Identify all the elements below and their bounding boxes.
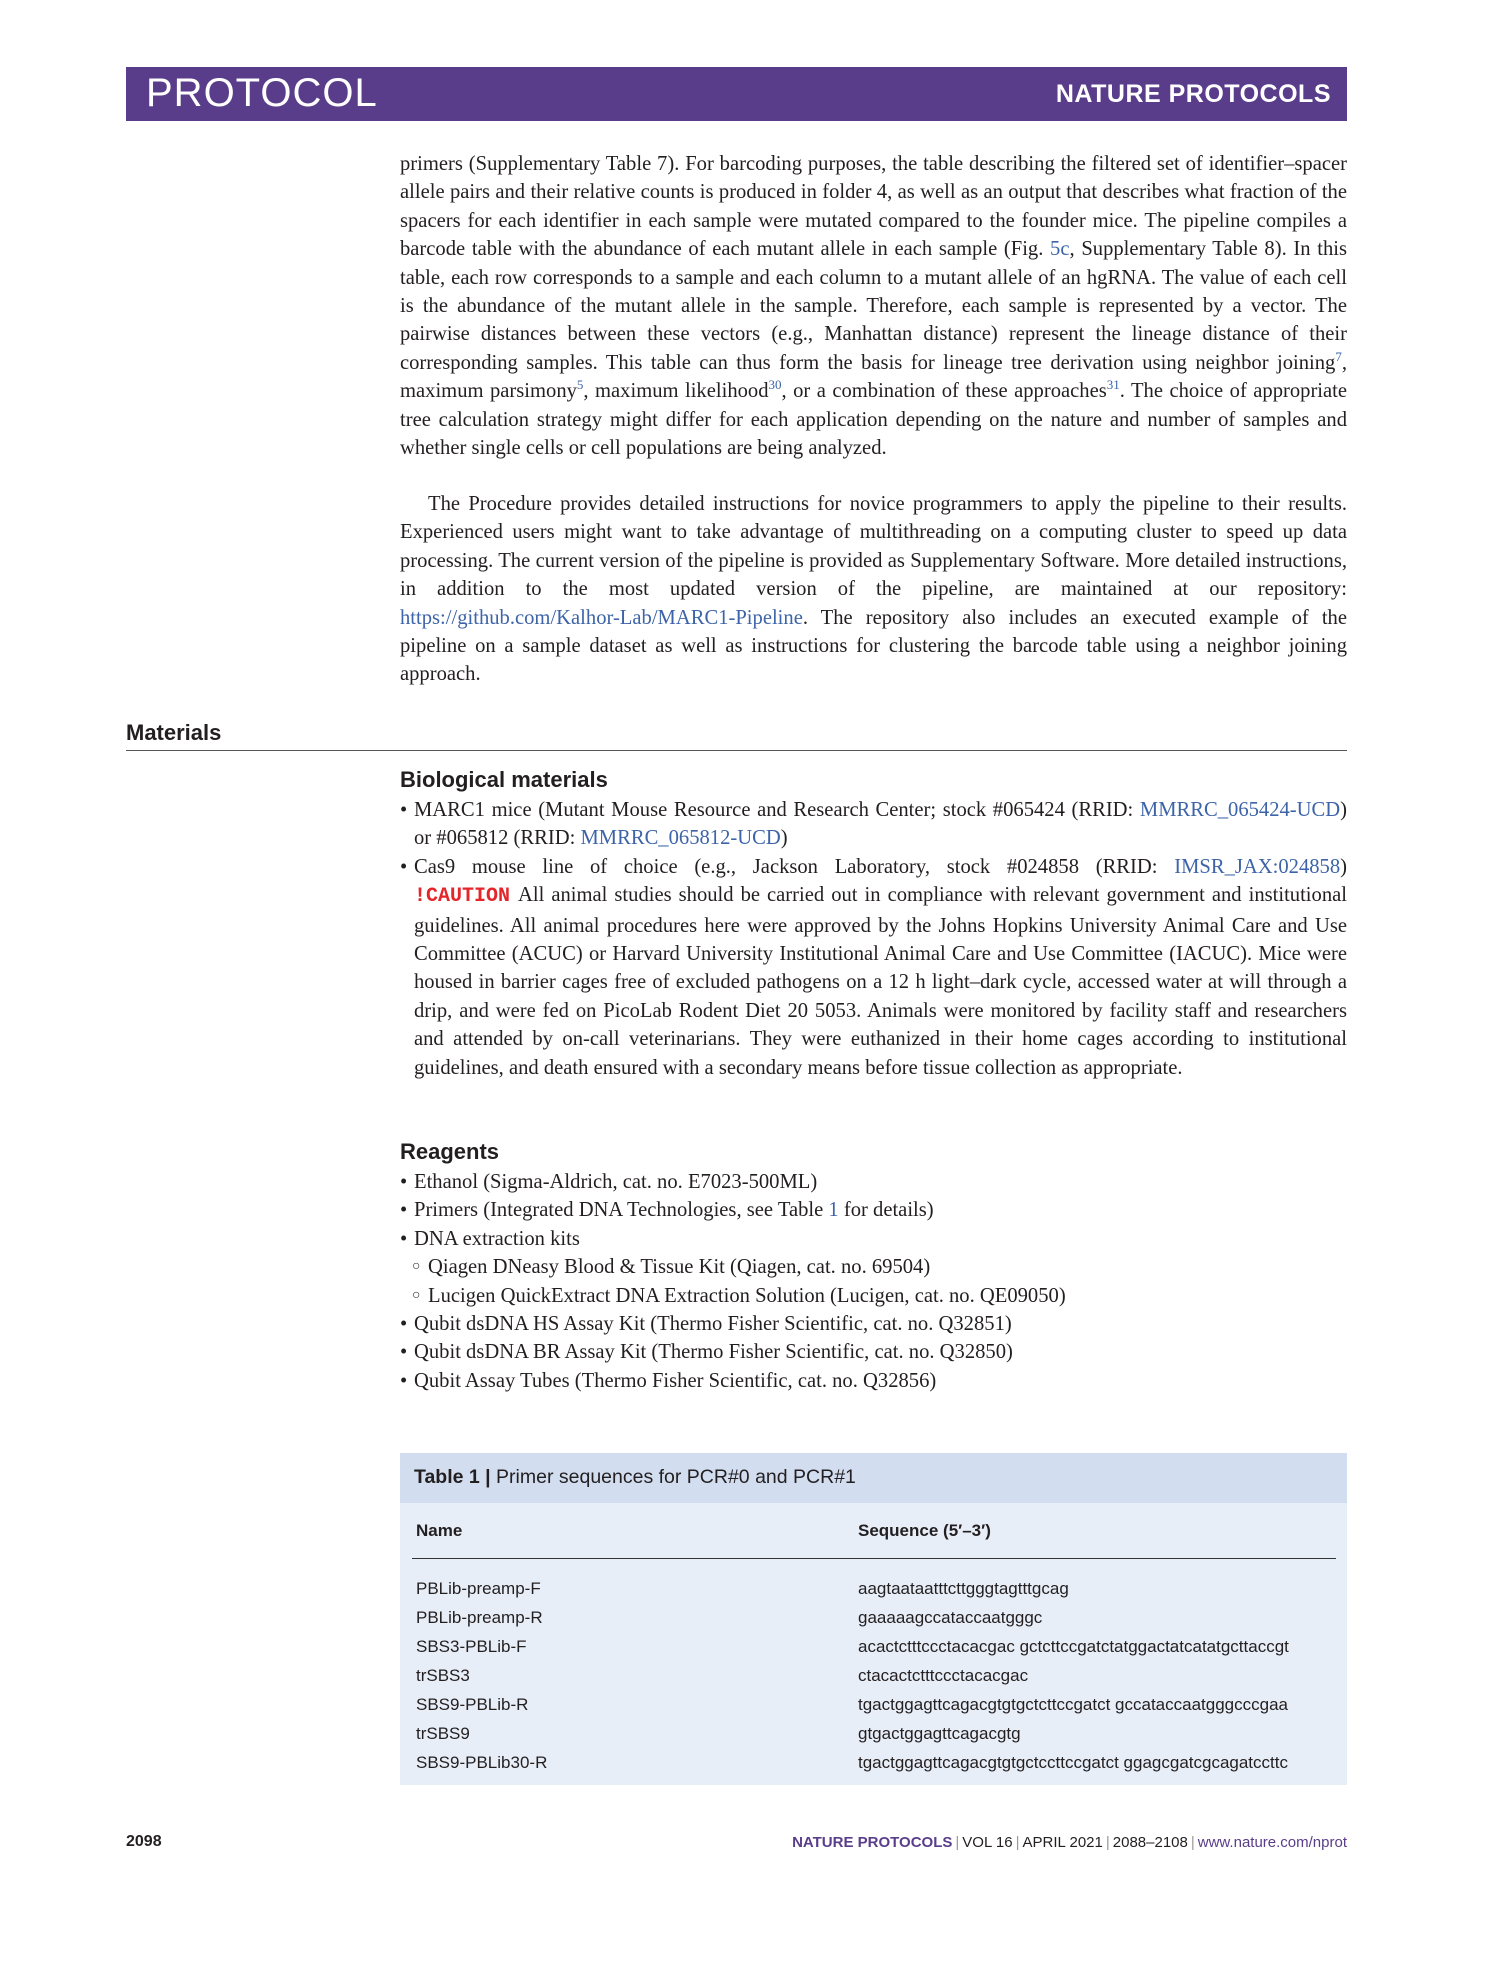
- primer-name: PBLib-preamp-R: [416, 1608, 543, 1627]
- rrid-link[interactable]: MMRRC_065812-UCD: [580, 827, 781, 850]
- list-subitem: ○ Qiagen DNeasy Blood & Tissue Kit (Qiagen, cat. no. 69504): [412, 1256, 931, 1279]
- reference-link[interactable]: 5: [576, 377, 584, 393]
- rrid-link[interactable]: MMRRC_065424-UCD: [1139, 799, 1341, 821]
- table-row: [400, 1605, 1347, 1634]
- table-row: [400, 1750, 1347, 1779]
- list-item: • Ethanol (Sigma-Aldrich, cat. no. E7023-500ML): [400, 1171, 818, 1193]
- list-item: • Primers (Integrated DNA Technologies, see Table 1 for details): [400, 1199, 934, 1222]
- table-divider: [412, 1558, 1336, 1559]
- footer-journal: NATURE PROTOCOLS: [792, 1834, 953, 1851]
- intro-paragraph-2: The Procedure provides detailed instructions for novice programmers to apply the pipeline to their results. Experienced users might want to take advantage of multithreading on a computing cluster to speed up data processing. The current version of the pipeline is provided as Supplementary Software. More detailed instructions, in addition to the most updated version of the pipeline, are maintained at our repository: https://github.com/Kalhor-Lab/MARC1-Pipeline. The repository also includes an executed example of the pipeline on a sample dataset as well as instructions for clustering the barcode table using a neighbor joining approach.: [400, 493, 1347, 686]
- reagents-list: [400, 1168, 1347, 1395]
- list-subitem: ○ Lucigen QuickExtract DNA Extraction Solution (Lucigen, cat. no. QE09050): [412, 1284, 1066, 1307]
- primer-name: trSBS9: [416, 1724, 470, 1743]
- reference-link[interactable]: 7: [1335, 348, 1342, 364]
- list-item: • Qubit dsDNA HS Assay Kit (Thermo Fisher Scientific, cat. no. Q32851): [400, 1313, 1012, 1336]
- primer-name: trSBS3: [416, 1666, 470, 1685]
- biological-materials-list: [400, 796, 1347, 1082]
- column-header-sequence: Sequence (5′–3′): [858, 1521, 991, 1540]
- primer-sequence: gtgactggagttcagacgtg: [858, 1724, 1021, 1743]
- list-item: • DNA extraction kits: [400, 1227, 580, 1250]
- biological-materials-heading: Biological materials: [400, 767, 608, 792]
- primer-name: SBS3-PBLib-F: [416, 1637, 527, 1656]
- table-row: [400, 1576, 1347, 1605]
- table-row: [400, 1663, 1347, 1692]
- rrid-link[interactable]: IMSR_JAX:024858: [1174, 855, 1341, 878]
- page-number: 2098: [126, 1833, 162, 1850]
- reference-link[interactable]: 31: [1106, 377, 1120, 393]
- intro-paragraph-1: primers (Supplementary Table 7). For barcoding purposes, the table describing the filtered set of identifier–spacer allele pairs and their relative counts is produced in folder 4, as well as an output that describes what fraction of the spacers for each identifier in each sample were mutated compared to the founder mice. The pipeline compiles a barcode table with the abundance of each mutant allele in each sample (Fig. 5c, Supplementary Table 8). In this table, each row corresponds to a sample and each column to a mutant allele of an hgRNA. The value of each cell is the abundance of the mutant allele in the sample. Therefore, each sample is represented by a vector. The pairwise distances between these vectors (e.g., Manhattan distance) represent the lineage distance of their corresponding samples. This table can thus form the basis for lineage tree derivation using neighbor joining$^7$, maximum parsimony$^5$, maximum likelihood$^{30}$, or a combination of these approaches$^{31}$. The choice of appropriate tree calculation strategy might differ for each application depending on the nature and number of samples and whether single cells or cell populations are being analyzed.: [400, 153, 1348, 460]
- list-item: • Cas9 mouse line of choice (e.g., Jackson Laboratory, stock #024858 (RRID: IMSR_JAX:024858) !CAUTION All animal studies should be carried out in compliance with relevant government and institutional guidelines. All animal procedures here were approved by the Johns Hopkins University Animal Care and Use Committee (ACUC) or Harvard University Institutional Animal Care and Use Committee (IACUC). Mice were housed in barrier cages free of excluded pathogens on a 12 h light–dark cycle, accessed water at will through a drip, and were fed on PicoLab Rodent Diet 20 5053. Animals were monitored by facility staff and researchers and attended by on-call veterinarians. They were euthanized in their home cages according to institutional guidelines, and death ensured with a secondary means before tissue collection as appropriate.: [400, 855, 1347, 1079]
- column-header-name: Name: [416, 1521, 463, 1540]
- primer-sequence: tgactggagttcagacgtgtgctccttccgatct ggagcgatcgcagatccttc: [858, 1753, 1288, 1772]
- table-title: Table 1 | Primer sequences for PCR#0 and PCR#1: [414, 1466, 856, 1488]
- footer-volume: VOL 16: [962, 1834, 1013, 1851]
- reference-link[interactable]: 30: [768, 377, 782, 393]
- primer-sequence: ctacactctttccctacacgac: [858, 1666, 1029, 1685]
- journal-label: NATURE PROTOCOLS: [1055, 80, 1331, 108]
- header-bar: [126, 67, 1347, 121]
- primer-name: PBLib-preamp-F: [416, 1579, 541, 1598]
- list-item: • MARC1 mice (Mutant Mouse Resource and Research Center; stock #065424 (RRID: MMRRC_065424-UCD) or #065812 (RRID: MMRRC_065812-UCD): [400, 799, 1347, 850]
- table-row: [400, 1692, 1347, 1721]
- primer-name: SBS9-PBLib30-R: [416, 1753, 548, 1772]
- table-row: [400, 1721, 1347, 1750]
- footer-citation: NATURE PROTOCOLS | VOL 16 | APRIL 2021 | 2088–2108 | www.nature.com/nprot: [792, 1834, 1347, 1851]
- list-item: • Qubit Assay Tubes (Thermo Fisher Scientific, cat. no. Q32856): [400, 1369, 937, 1392]
- footer-pages: 2088–2108: [1112, 1834, 1188, 1851]
- section-label: PROTOCOL: [146, 71, 378, 115]
- primer-sequence: aagtaataatttcttgggtagtttgcag: [858, 1579, 1069, 1598]
- table-title-bar: [400, 1453, 1347, 1503]
- table-body: [400, 1576, 1347, 1779]
- primer-sequence: acactctttccctacacgac gctcttccgatctatggactatcatatgcttaccgt: [858, 1637, 1289, 1656]
- primer-sequence: gaaaaagccataccaatgggc: [858, 1608, 1043, 1627]
- footer-date: APRIL 2021: [1022, 1834, 1103, 1851]
- caution-label: !CAUTION: [414, 885, 511, 909]
- primer-name: SBS9-PBLib-R: [416, 1695, 529, 1714]
- reagents-heading: Reagents: [400, 1139, 500, 1164]
- table-row: [400, 1634, 1347, 1663]
- section-divider: [126, 750, 1347, 751]
- figure-link[interactable]: 5c: [1050, 238, 1070, 261]
- primer-table: [400, 1453, 1347, 1785]
- materials-heading: Materials: [126, 720, 222, 745]
- repository-link[interactable]: https://github.com/Kalhor-Lab/MARC1-Pipeline: [400, 606, 803, 629]
- footer-url-link[interactable]: www.nature.com/nprot: [1197, 1834, 1347, 1851]
- list-item: • Qubit dsDNA BR Assay Kit (Thermo Fisher Scientific, cat. no. Q32850): [400, 1341, 1013, 1364]
- primer-sequence: tgactggagttcagacgtgtgctcttccgatct gccataccaatgggcccgaa: [858, 1695, 1288, 1714]
- table-link[interactable]: 1: [828, 1199, 839, 1222]
